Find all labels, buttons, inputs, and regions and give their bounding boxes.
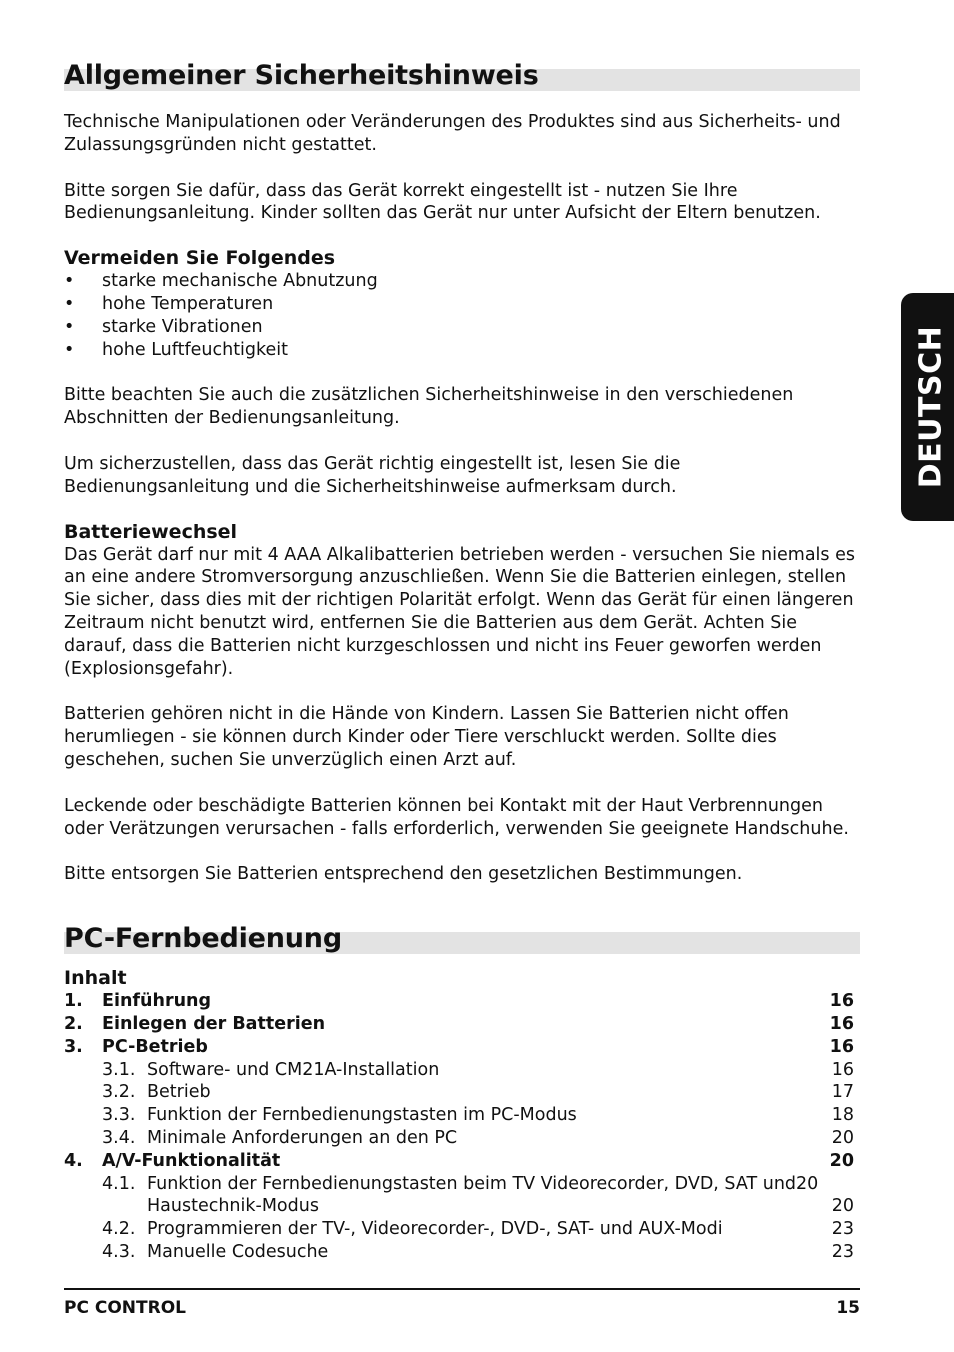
paragraph: Batterien gehören nicht in die Hände von Kindern. Lassen Sie Batterien nicht offen herumliegen - sie können durch Kinder oder Tiere verschluckt werden. Sollte dies geschehen, suchen Sie unverzüglich einen Arzt auf.	[64, 704, 789, 770]
toc-number: 4.1.	[102, 1173, 136, 1194]
list-item: • starke mechanische Abnutzung	[64, 270, 860, 293]
toc-entry	[64, 1013, 860, 1036]
paragraph: Bitte sorgen Sie dafür, dass das Gerät korrekt eingestellt ist - nutzen Sie Ihre Bedienungsanleitung. Kinder sollten das Gerät nur unter Aufsicht der Eltern benutzen.	[64, 180, 821, 224]
list-item: • hohe Temperaturen	[64, 293, 860, 316]
list-item: • starke Vibrationen	[64, 316, 860, 339]
toc-number: 3.2.	[102, 1082, 136, 1103]
toc-label: Haustechnik-Modus	[147, 1196, 319, 1217]
toc-number: 4.2.	[102, 1219, 136, 1240]
toc-label: Funktion der Fernbedienungstasten beim TV Videorecorder, DVD, SAT und20	[147, 1173, 819, 1194]
paragraph: Um sicherzustellen, dass das Gerät richtig eingestellt ist, lesen Sie die Bedienungsanleitung und die Sicherheitshinweise aufmerksam durch.	[64, 453, 681, 497]
toc-number: 3.1.	[102, 1059, 136, 1080]
toc-label: Manuelle Codesuche	[147, 1241, 329, 1262]
toc-entry	[64, 1036, 860, 1059]
toc-page: 17	[831, 1082, 854, 1103]
paragraph: Technische Manipulationen oder Veränderungen des Produktes sind aus Sicherheits- und Zulassungsgründen nicht gestattet.	[64, 112, 841, 155]
toc-entry	[64, 1241, 860, 1264]
toc-entry	[64, 1059, 860, 1082]
toc-page: 16	[831, 1059, 854, 1080]
toc-heading: Inhalt	[64, 967, 127, 990]
toc-number: 3.3.	[102, 1105, 136, 1126]
toc-page: 18	[831, 1105, 854, 1126]
toc-entry	[64, 1127, 860, 1150]
toc-label: Betrieb	[147, 1082, 211, 1103]
toc-number: 4.	[64, 1150, 83, 1171]
toc-entry	[64, 990, 860, 1013]
toc-entry	[64, 1195, 860, 1218]
toc-page: 20	[831, 1127, 854, 1148]
toc-label: Minimale Anforderungen an den PC	[147, 1127, 458, 1148]
toc-page: 23	[831, 1219, 854, 1240]
toc-page: 16	[829, 991, 854, 1012]
table-of-contents	[64, 990, 860, 1264]
section-title: PC-Fernbedienung	[64, 923, 342, 955]
bullet-list	[64, 270, 860, 361]
paragraph: Bitte beachten Sie auch die zusätzlichen Sicherheitshinweise in den verschiedenen Abschnitten der Bedienungsanleitung.	[64, 385, 794, 429]
toc-number: 2.	[64, 1013, 83, 1034]
footer-divider	[64, 1288, 860, 1290]
toc-number: 3.	[64, 1036, 83, 1057]
section-heading	[64, 924, 860, 954]
toc-label: Software- und CM21A-Installation	[147, 1059, 440, 1080]
toc-entry	[64, 1218, 860, 1241]
section-heading	[64, 61, 860, 91]
toc-entry	[64, 1081, 860, 1104]
toc-page: 20	[829, 1150, 854, 1171]
footer-product-name: PC CONTROL	[64, 1298, 186, 1318]
list-item: • hohe Luftfeuchtigkeit	[64, 339, 860, 362]
section-title: Allgemeiner Sicherheitshinweis	[64, 60, 539, 91]
toc-page: 23	[831, 1241, 854, 1262]
toc-page: 20	[831, 1196, 854, 1217]
toc-number: 3.4.	[102, 1127, 136, 1148]
toc-label: Programmieren der TV-, Videorecorder-, DVD-, SAT- und AUX-Modi	[147, 1219, 723, 1240]
toc-page: 16	[829, 1013, 854, 1034]
toc-page: 16	[829, 1036, 854, 1057]
toc-entry	[64, 1104, 860, 1127]
toc-entry	[64, 1150, 860, 1173]
subheading: Batteriewechsel	[64, 520, 238, 543]
toc-entry	[64, 1173, 860, 1196]
paragraph: Leckende oder beschädigte Batterien können bei Kontakt mit der Haut Verbrennungen oder Verätzungen verursachen - falls erforderlich, verwenden Sie geeignete Handschuhe.	[64, 795, 849, 839]
toc-label: PC-Betrieb	[102, 1036, 208, 1057]
toc-label: Funktion der Fernbedienungstasten im PC-Modus	[147, 1105, 577, 1126]
toc-label: Einlegen der Batterien	[102, 1013, 326, 1034]
toc-label: A/V-Funktionalität	[102, 1150, 281, 1171]
language-tab-label: DEUTSCH	[913, 325, 949, 489]
paragraph: Das Gerät darf nur mit 4 AAA Alkalibatterien betrieben werden - versuchen Sie niemals es an eine andere Stromversorgung anzuschließen. Wenn Sie die Batterien einlegen, stellen Sie sicher, dass dies mit der richtigen Polarität erfolgt. Wenn das Gerät für einen längeren Zeitraum nicht benutzt wird, entfernen Sie die Batterien aus dem Gerät. Achten Sie darauf, dass die Batterien nicht kurzgeschlossen und nicht ins Feuer geworfen werden (Explosionsgefahr).	[64, 544, 855, 679]
toc-label: Einführung	[102, 991, 212, 1012]
toc-number: 1.	[64, 991, 83, 1012]
toc-number: 4.3.	[102, 1241, 136, 1262]
subheading: Vermeiden Sie Folgendes	[64, 247, 336, 270]
document-page	[64, 0, 860, 1264]
page-number: 15	[836, 1298, 860, 1318]
page-footer	[64, 1298, 860, 1318]
language-side-tab	[901, 293, 954, 521]
paragraph: Bitte entsorgen Sie Batterien entsprechend den gesetzlichen Bestimmungen.	[64, 864, 743, 885]
